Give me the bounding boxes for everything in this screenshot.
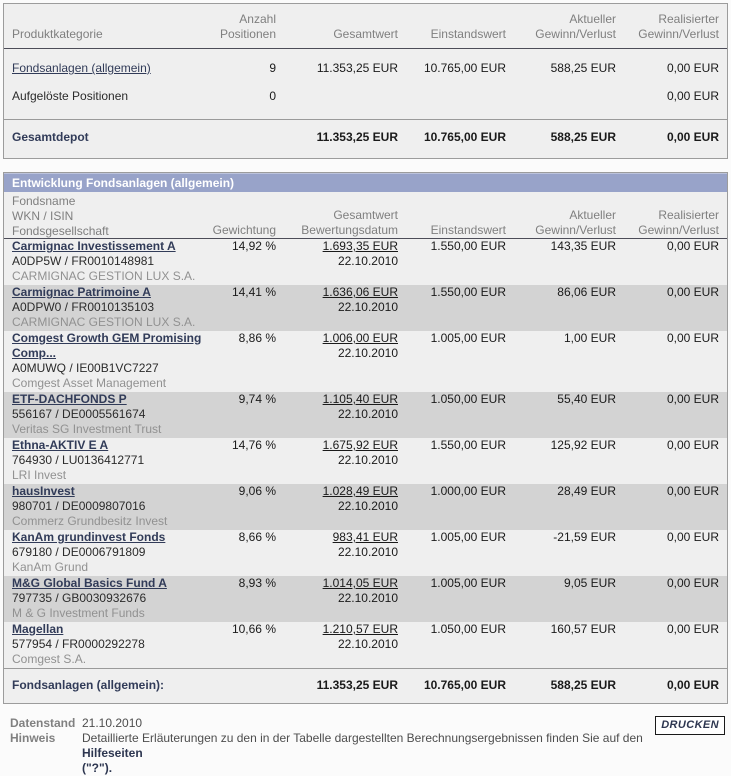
header-anzahl: Anzahl — [239, 12, 276, 26]
summary-total — [276, 89, 398, 104]
fund-name-link[interactable]: Carmignac Patrimoine A — [12, 285, 151, 299]
fund-name-link[interactable]: ETF-DACHFONDS P — [12, 392, 127, 406]
fund-name-link[interactable]: Ethna-AKTIV E A — [12, 438, 109, 452]
gesamtdepot-total: 11.353,25 EUR — [316, 130, 398, 144]
gesamtdepot-cost: 10.765,00 EUR — [423, 130, 506, 144]
fund-weight: 8,93 % — [238, 576, 276, 590]
header-einstandswert: Einstandswert — [430, 27, 506, 41]
fund-realized-gain: 0,00 EUR — [666, 530, 719, 544]
fund-value-link[interactable]: 1.105,40 EUR — [322, 392, 398, 406]
fund-company: LRI Invest — [12, 468, 67, 482]
header-fondsname: Fondsname — [12, 194, 76, 208]
fund-weight: 14,41 % — [231, 285, 276, 299]
depot-summary-panel — [3, 3, 728, 159]
fund-wkn-isin: 764930 / LU0136412771 — [12, 453, 145, 467]
detail-footer-label: Fondsanlagen (allgemein): — [12, 678, 165, 692]
header-wkn-isin: WKN / ISIN — [12, 209, 74, 223]
fund-current-gain: 86,06 EUR — [557, 285, 616, 299]
fund-value-link[interactable]: 1.675,92 EUR — [322, 438, 398, 452]
fund-weight: 9,74 % — [238, 392, 276, 406]
fund-row — [4, 622, 727, 668]
fund-row — [4, 331, 727, 392]
header-realisierter: Realisierter — [658, 208, 719, 222]
fund-company: Comgest S.A. — [12, 652, 87, 666]
fund-row — [4, 239, 727, 285]
fund-valuation-date: 22.10.2010 — [337, 453, 398, 467]
fund-name-link[interactable]: M&G Global Basics Fund A — [12, 576, 167, 590]
fund-name-link[interactable]: Carmignac Investissement A — [12, 239, 176, 253]
fund-value-link[interactable]: 1.693,35 EUR — [322, 239, 398, 253]
fund-row — [4, 438, 727, 484]
fund-value-link[interactable]: 983,41 EUR — [332, 530, 398, 544]
fondsanlagen-link[interactable]: Fondsanlagen (allgemein) — [12, 61, 151, 75]
header-bewertungsdatum: Bewertungsdatum — [301, 223, 398, 237]
header-positionen: Positionen — [219, 27, 276, 41]
fund-wkn-isin: 556167 / DE0005561674 — [12, 407, 146, 421]
header-produktkategorie: Produktkategorie — [12, 27, 103, 41]
header-gewinn-verlust: Gewinn/Verlust — [638, 27, 719, 41]
fund-row — [4, 285, 727, 331]
fund-weight: 14,92 % — [231, 239, 276, 253]
print-button[interactable]: DRUCKEN — [655, 716, 725, 735]
fund-company: M & G Investment Funds — [12, 606, 145, 620]
gesamtdepot-realized-gain: 0,00 EUR — [666, 130, 719, 144]
fund-company: CARMIGNAC GESTION LUX S.A. — [12, 315, 196, 329]
header-realisierter: Realisierter — [658, 12, 719, 26]
fund-valuation-date: 22.10.2010 — [337, 591, 398, 605]
fund-realized-gain: 0,00 EUR — [666, 576, 719, 590]
fund-realized-gain: 0,00 EUR — [666, 392, 719, 406]
datenstand-value: 21.10.2010 — [82, 716, 143, 730]
header-gewichtung: Gewichtung — [212, 223, 276, 237]
fund-company: Comgest Asset Management — [12, 376, 167, 390]
fund-valuation-date: 22.10.2010 — [337, 545, 398, 559]
fund-row — [4, 576, 727, 622]
fund-current-gain: 160,57 EUR — [550, 622, 616, 636]
fund-valuation-date: 22.10.2010 — [337, 346, 398, 360]
hinweis-label: Hinweis — [10, 731, 56, 745]
summary-total: 11.353,25 EUR — [316, 61, 398, 75]
fund-current-gain: 9,05 EUR — [563, 576, 616, 590]
summary-cost: 10.765,00 EUR — [423, 61, 506, 75]
header-gesamtwert: Gesamtwert — [333, 208, 398, 222]
fund-wkn-isin: 980701 / DE0009807016 — [12, 499, 146, 513]
page-footer — [3, 716, 728, 776]
fund-weight: 10,66 % — [231, 622, 276, 636]
table-row — [4, 49, 727, 76]
detail-footer-total: 11.353,25 EUR — [316, 678, 398, 692]
fund-wkn-isin: A0DP5W / FR0010148981 — [12, 254, 155, 268]
fund-cost: 1.050,00 EUR — [430, 392, 506, 406]
detail-footer-realized-gain: 0,00 EUR — [666, 678, 719, 692]
fund-valuation-date: 22.10.2010 — [337, 254, 398, 268]
fund-current-gain: -21,59 EUR — [553, 530, 616, 544]
summary-cost — [398, 89, 506, 104]
summary-current-gain — [506, 89, 616, 104]
fund-weight: 14,76 % — [231, 438, 276, 452]
fund-value-link[interactable]: 1.014,05 EUR — [322, 576, 398, 590]
fund-realized-gain: 0,00 EUR — [666, 438, 719, 452]
fund-valuation-date: 22.10.2010 — [337, 407, 398, 421]
fund-cost: 1.550,00 EUR — [430, 285, 506, 299]
gesamtdepot-label: Gesamtdepot — [12, 130, 89, 144]
fund-cost: 1.550,00 EUR — [430, 239, 506, 253]
fund-weight: 9,06 % — [238, 484, 276, 498]
fund-name-link[interactable]: KanAm grundinvest Fonds — [12, 530, 166, 544]
detail-footer-cost: 10.765,00 EUR — [423, 678, 506, 692]
fund-cost: 1.000,00 EUR — [430, 484, 506, 498]
fund-cost: 1.005,00 EUR — [430, 530, 506, 544]
fund-row — [4, 484, 727, 530]
header-gesamtwert: Gesamtwert — [333, 27, 398, 41]
summary-realized-gain: 0,00 EUR — [666, 89, 719, 103]
header-gewinn-verlust: Gewinn/Verlust — [535, 223, 616, 237]
aufgeloeste-positionen-label: Aufgelöste Positionen — [12, 89, 129, 103]
fund-company: KanAm Grund — [12, 560, 89, 574]
summary-count: 0 — [269, 89, 276, 103]
fund-company: Veritas SG Investment Trust — [12, 422, 162, 436]
fund-value-link[interactable]: 1.028,49 EUR — [322, 484, 398, 498]
fund-value-link[interactable]: 1.006,00 EUR — [322, 331, 398, 345]
datenstand-label: Datenstand — [10, 716, 76, 730]
fund-current-gain: 1,00 EUR — [563, 331, 616, 345]
fund-name-link[interactable]: Comgest Growth GEM Promising Comp... — [12, 331, 202, 360]
header-aktueller: Aktueller — [569, 208, 616, 222]
header-einstandswert: Einstandswert — [430, 223, 506, 237]
fund-cost: 1.005,00 EUR — [430, 331, 506, 345]
fund-row — [4, 392, 727, 438]
fund-weight: 8,66 % — [238, 530, 276, 544]
gesamtdepot-row — [4, 120, 727, 158]
header-fondsgesellschaft: Fondsgesellschaft — [12, 224, 109, 238]
header-gewinn-verlust: Gewinn/Verlust — [638, 223, 719, 237]
fund-valuation-date: 22.10.2010 — [337, 637, 398, 651]
fund-wkn-isin: 797735 / GB0030932676 — [12, 591, 147, 605]
summary-count: 9 — [269, 61, 276, 75]
detail-panel-title: Entwicklung Fondsanlagen (allgemein) — [4, 173, 727, 192]
fund-cost: 1.550,00 EUR — [430, 438, 506, 452]
fund-current-gain: 28,49 EUR — [557, 484, 616, 498]
fund-current-gain: 125,92 EUR — [550, 438, 616, 452]
header-aktueller: Aktueller — [569, 12, 616, 26]
summary-header-row — [4, 4, 727, 42]
fund-valuation-date: 22.10.2010 — [337, 499, 398, 513]
fund-value-link[interactable]: 1.210,57 EUR — [322, 622, 398, 636]
summary-realized-gain: 0,00 EUR — [666, 61, 719, 75]
detail-footer-row — [4, 669, 727, 703]
fund-name-link[interactable]: hausInvest — [12, 484, 75, 498]
detail-footer-current-gain: 588,25 EUR — [550, 678, 616, 692]
fund-realized-gain: 0,00 EUR — [666, 285, 719, 299]
fund-realized-gain: 0,00 EUR — [666, 484, 719, 498]
fund-wkn-isin: 679180 / DE0006791809 — [12, 545, 146, 559]
summary-current-gain: 588,25 EUR — [550, 61, 616, 75]
fund-current-gain: 143,35 EUR — [550, 239, 616, 253]
hinweis-suffix: ("?"). — [82, 761, 113, 775]
fund-valuation-date: 22.10.2010 — [337, 300, 398, 314]
fund-row — [4, 530, 727, 576]
fund-realized-gain: 0,00 EUR — [666, 239, 719, 253]
hinweis-text: Detaillierte Erläuterungen zu den in der Tabelle dargestellten Berechnungsergebnissen finden Sie auf den — [82, 731, 643, 745]
fund-value-link[interactable]: 1.636,06 EUR — [322, 285, 398, 299]
fund-current-gain: 55,40 EUR — [557, 392, 616, 406]
fund-realized-gain: 0,00 EUR — [666, 622, 719, 636]
fund-weight: 8,86 % — [238, 331, 276, 345]
table-row — [4, 76, 727, 119]
fund-wkn-isin: A0MUWQ / IE00B1VC7227 — [12, 361, 159, 375]
fund-realized-gain: 0,00 EUR — [666, 331, 719, 345]
fund-cost: 1.005,00 EUR — [430, 576, 506, 590]
fund-cost: 1.050,00 EUR — [430, 622, 506, 636]
fund-company: Commerz Grundbesitz Invest — [12, 514, 168, 528]
detail-header-row — [4, 192, 727, 238]
fund-name-link[interactable]: Magellan — [12, 622, 64, 636]
header-gewinn-verlust: Gewinn/Verlust — [535, 27, 616, 41]
fund-detail-panel — [3, 172, 728, 704]
gesamtdepot-current-gain: 588,25 EUR — [550, 130, 616, 144]
fund-wkn-isin: A0DPW0 / FR0010135103 — [12, 300, 155, 314]
hilfeseiten-link[interactable]: Hilfeseiten — [82, 746, 143, 760]
fund-wkn-isin: 577954 / FR0000292278 — [12, 637, 145, 651]
fund-company: CARMIGNAC GESTION LUX S.A. — [12, 269, 196, 283]
